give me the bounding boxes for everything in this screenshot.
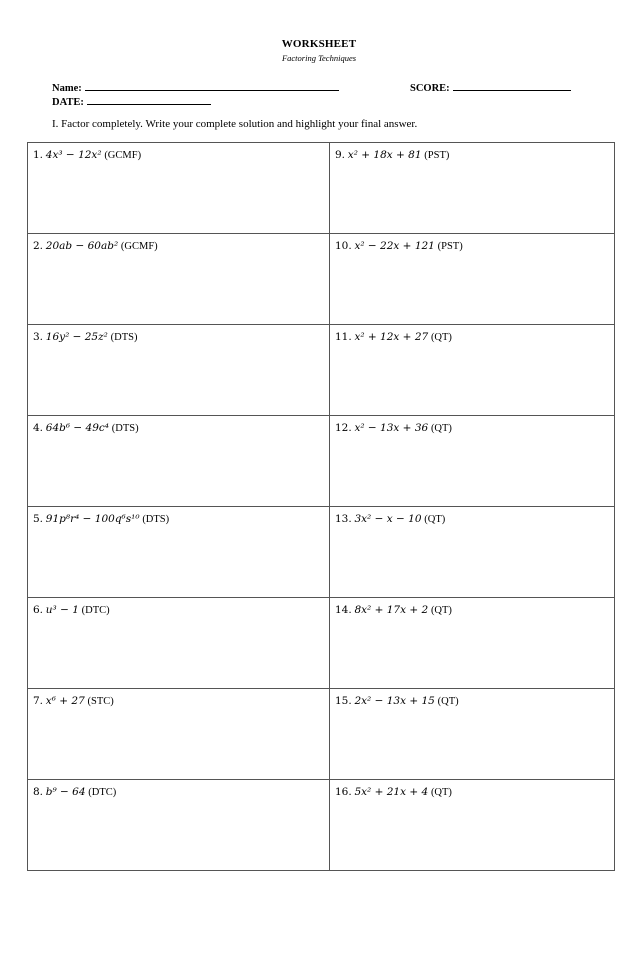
score-blank-line[interactable] [453, 80, 571, 91]
problem-cell[interactable] [28, 507, 330, 598]
problem-expression: 8x² + 17x + 2 [354, 604, 429, 616]
problem-row [28, 780, 615, 871]
problem-expression: x² + 12x + 27 [354, 331, 429, 343]
problem-cell[interactable] [28, 143, 330, 234]
problems-table [27, 142, 615, 871]
date-field [52, 94, 211, 108]
problem-expression: u³ − 1 [45, 604, 79, 616]
problem-technique: (DTC) [81, 605, 110, 616]
problem-row [28, 507, 615, 598]
problem-row [28, 416, 615, 507]
problem-number: 16. [335, 786, 352, 798]
problem-technique: (QT) [424, 514, 446, 525]
problem-cell[interactable] [330, 689, 615, 780]
name-label: Name: [52, 83, 82, 94]
problem-row [28, 234, 615, 325]
problem-technique: (DTS) [111, 423, 139, 434]
problem-technique: (QT) [430, 423, 452, 434]
problem-number: 8. [33, 786, 44, 798]
problem-cell[interactable] [330, 234, 615, 325]
problem-number: 13. [335, 513, 352, 525]
problem-number: 9. [335, 149, 346, 161]
problem-technique: (DTS) [110, 332, 138, 343]
problem-number: 11. [335, 331, 352, 343]
problem-cell[interactable] [330, 507, 615, 598]
problem-expression: 20ab − 60ab² [45, 240, 119, 252]
problem-cell[interactable] [330, 416, 615, 507]
problem-technique: (GCMF) [120, 241, 158, 252]
problem-cell[interactable] [330, 780, 615, 871]
problem-technique: (PST) [424, 150, 450, 161]
problem-number: 6. [33, 604, 44, 616]
problem-cell[interactable] [28, 689, 330, 780]
problem-row [28, 598, 615, 689]
problem-expression: b⁹ − 64 [45, 786, 86, 798]
problem-cell[interactable] [28, 416, 330, 507]
problem-number: 3. [33, 331, 44, 343]
problem-cell[interactable] [330, 325, 615, 416]
problem-expression: x⁶ + 27 [45, 695, 85, 707]
problem-row [28, 325, 615, 416]
name-field [52, 80, 339, 94]
instructions: I. Factor completely. Write your complete solution and highlight your final answer. [52, 118, 418, 130]
problem-number: 15. [335, 695, 352, 707]
problem-cell[interactable] [28, 598, 330, 689]
problem-number: 10. [335, 240, 352, 252]
score-label: SCORE: [410, 83, 450, 94]
problem-expression: 2x² − 13x + 15 [354, 695, 435, 707]
problem-row [28, 143, 615, 234]
problem-cell[interactable] [28, 780, 330, 871]
problem-cell[interactable] [28, 325, 330, 416]
problem-cell[interactable] [28, 234, 330, 325]
date-label: DATE: [52, 97, 84, 108]
problem-technique: (PST) [437, 241, 463, 252]
date-blank-line[interactable] [87, 94, 211, 105]
worksheet-subtitle: Factoring Techniques [281, 53, 357, 63]
worksheet-title: WORKSHEET [281, 38, 357, 50]
problem-number: 2. [33, 240, 44, 252]
problem-expression: 16y² − 25z² [45, 331, 108, 343]
score-field [410, 80, 571, 94]
problem-expression: 4x³ − 12x² [45, 149, 102, 161]
problem-row [28, 689, 615, 780]
problem-cell[interactable] [330, 143, 615, 234]
problem-technique: (QT) [430, 787, 452, 798]
name-blank-line[interactable] [85, 80, 339, 91]
problem-expression: 64b⁶ − 49c⁴ [45, 422, 109, 434]
problem-expression: 3x² − x − 10 [354, 513, 422, 525]
problem-cell[interactable] [330, 598, 615, 689]
problem-expression: x² − 13x + 36 [354, 422, 429, 434]
problem-expression: x² + 18x + 81 [347, 149, 422, 161]
problem-number: 1. [33, 149, 44, 161]
problem-number: 7. [33, 695, 44, 707]
problem-number: 12. [335, 422, 352, 434]
problem-technique: (DTS) [142, 514, 170, 525]
problem-number: 5. [33, 513, 44, 525]
problem-number: 4. [33, 422, 44, 434]
problem-technique: (GCMF) [104, 150, 142, 161]
problem-technique: (QT) [437, 696, 459, 707]
problem-expression: 5x² + 21x + 4 [354, 786, 429, 798]
problem-technique: (QT) [430, 332, 452, 343]
problem-technique: (STC) [87, 696, 114, 707]
problem-technique: (DTC) [88, 787, 117, 798]
problem-expression: x² − 22x + 121 [354, 240, 435, 252]
problem-number: 14. [335, 604, 352, 616]
problem-expression: 91p⁸r⁴ − 100q⁶s¹⁰ [45, 513, 140, 525]
problem-technique: (QT) [430, 605, 452, 616]
